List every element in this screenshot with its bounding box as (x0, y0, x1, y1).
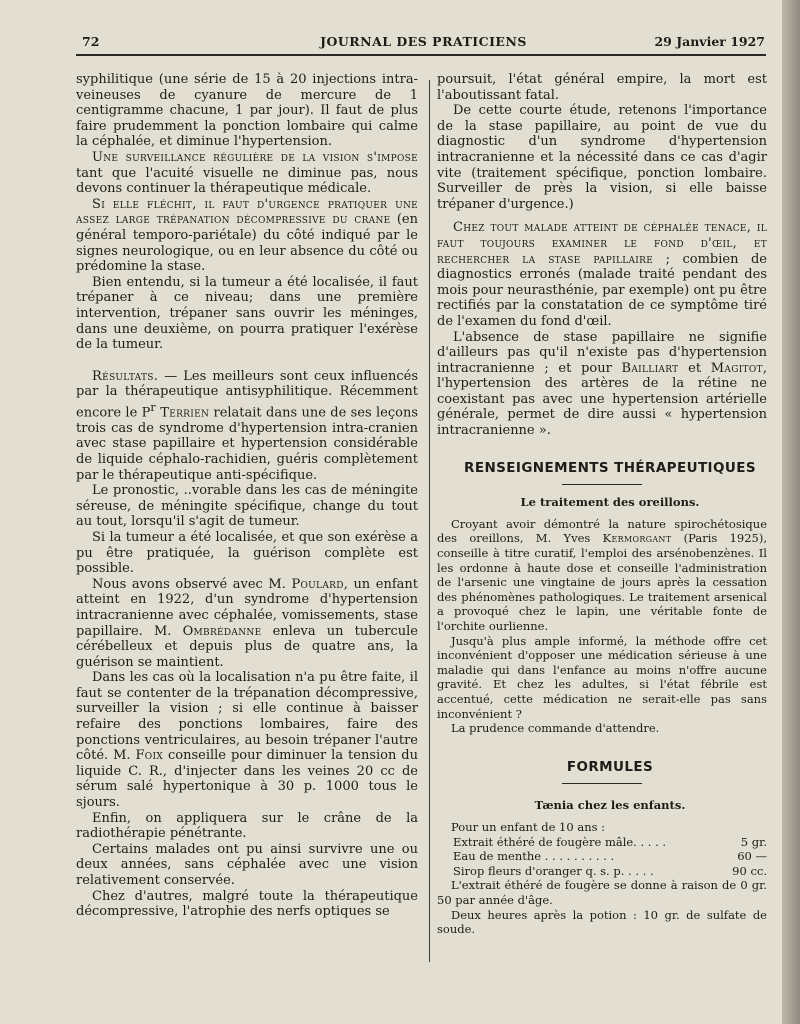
small-caps-text: Une surveillance régulière de la vision s'impose (92, 149, 418, 165)
paragraph: Le pronostic, ..vorable dans les cas de méningite séreuse, de méningite spécifique, change du tout au tout, lorsqu'il s'agit de tumeur. (76, 483, 418, 530)
header-rule (76, 54, 766, 56)
section-title-renseignements: RENSEIGNEMENTS THÉRAPEUTIQUES (464, 459, 756, 476)
author-name: Poulard (291, 576, 344, 592)
right-column (437, 72, 767, 937)
paragraph: poursuit, l'état général empire, la mort est l'aboutissant fatal. (437, 72, 767, 103)
small-caps-text: Si elle fléchit, il faut d'urgence pratiquer une assez large trépanation décompressive du crane (76, 196, 418, 228)
formula-item: Eau de menthe . . . . . . . . . . 60 — (453, 849, 767, 864)
formules-body (437, 820, 767, 937)
section-title-formules: FORMULES (566, 758, 654, 775)
paragraph: Résultats. — Les meilleurs sont ceux influencés par la thérapeutique antisyphilitique. Récemment encore le $P^r$ Terrien relatait dans une de ses leçons trois cas de syndrome d'hypertension intra-cranien avec stase papillaire et hypertension considérable de liquide céphalo-rachidien, guéris complètement par le thérapeutique anti-spécifique. (76, 368, 419, 483)
formula-item: Extrait éthéré de fougère mâle. . . . . 5 gr. (453, 834, 767, 849)
author-name: Terrien (155, 405, 210, 421)
paragraph: Certains malades ont pu ainsi survivre une ou deux années, sans céphalée avec une vision relativement conservée. (76, 841, 418, 889)
paragraph: Croyant avoir démontré la nature spirochétosique des oreillons, M. Yves Kermorgant (Paris 1925), conseille à titre curatif, l'emploi des arsénobenzènes. Il les ordonne à haute dose et conseille l'administration de l'arsenic une vingtaine de jours après la cessation des phénomènes pathologiques. Le traitement arsenical a provoqué chez le lapin, une véritable fonte de l'orchite ourlienne. (437, 516, 767, 633)
paragraph: L'extrait éthéré de fougère se donne à raison de 0 gr. 50 par année d'âge. (437, 878, 767, 907)
page-edge-shadow (782, 0, 800, 1024)
paragraph: Chez d'autres, malgré toute la thérapeutique décompressive, l'atrophie des nerfs optiques se (76, 888, 418, 920)
paragraph: Bien entendu, si la tumeur a été localisée, il faut trépaner à ce niveau; dans une première intervention, trépaner sans ouvrir les méninges, dans une deuxième, on pourra pratiquer l'exérèse de la tumeur. (76, 274, 418, 353)
journal-title: JOURNAL DES PRATICIENS (320, 34, 527, 49)
paragraph: L'absence de stase papillaire ne signifie d'ailleurs pas qu'il n'existe pas d'hypertension intracranienne ; et pour Bailliart et Magitot, l'hypertension des artères de la rétine ne coexistant pas avec une hypertension artérielle générale, permet de dire aussi « hypertension intracranienne ». (437, 329, 767, 439)
paragraph: Si la tumeur a été localisée, et que son exérèse a pu être pratiquée, la guérison complète est possible. (76, 529, 418, 577)
formula-item: Sirop fleurs d'oranger q. s. p. . . . . 90 cc. (453, 863, 767, 878)
author-name: Kermorgant (602, 531, 672, 546)
section-label: Résultats. (92, 368, 159, 384)
author-name: Bailliart (621, 360, 679, 376)
paragraph: Enfin, on appliquera sur le crâne de la radiothérapie pénétrante. (76, 810, 418, 842)
renseignements-body (437, 517, 767, 736)
paragraph: Chez tout malade atteint de céphalée tenace, il faut toujours examiner le fond d'œil, et rechercher la stase papillaire ; combien de diagnostics erronés (malade traité pendant des mois pour neurasthénie, par exemple) ont pu être rectifiés par la constatation de ce symptôme tiré de l'examen du fond d'œil. (437, 220, 767, 329)
column-divider (429, 80, 430, 962)
paragraph: La prudence commande d'attendre. (451, 721, 660, 736)
paragraph: Si elle fléchit, il faut d'urgence pratiquer une assez large trépanation décompressive du crane (en général temporo-pariétale) du côté indiqué par le signes neurologique, ou en leur absence du côté ou prédomine la stase. (76, 196, 418, 275)
paragraph: Une surveillance régulière de la vision s'impose tant que l'acuité visuelle ne diminue pas, nous devons continuer la thérapeutique médicale. (76, 149, 418, 197)
formula-intro: Pour un enfant de 10 ans : (451, 819, 606, 834)
author-name: Foix (135, 748, 164, 764)
article-subtitle: Le traitement des oreillons. (520, 495, 700, 510)
issue-date: 29 Janvier 1927 (654, 34, 765, 49)
paragraph: Deux heures après la potion : 10 gr. de sulfate de soude. (437, 907, 767, 937)
paragraph: Jusqu'à plus ample informé, la méthode offre cet inconvénient d'opposer une médication sérieuse à une maladie qui dans l'enfance au moins n'offre aucune gravité. Et chez les adultes, si l'état fébrile est accentué, cette médication ne serait-elle pas sans inconvénient ? (437, 633, 767, 721)
small-caps-text: Chez tout malade atteint de céphalée tenace, il faut toujours examiner le fond d'œil, et rechercher la stase papillaire (437, 220, 767, 267)
paragraph: De cette courte étude, retenons l'importance de la stase papillaire, au point de vue du diagnostic d'un syndrome d'hypertension intracranienne et la nécessité dans ce cas d'agir vite (traitement spécifique, ponction lombaire. Surveiller de près la vision, si elle baisse trépaner d'urgence.) (437, 103, 767, 212)
paragraph: Nous avons observé avec M. Poulard, un enfant atteint en 1922, d'un syndrome d'hypertension intracranienne avec céphalée, vomissements, stase papillaire. M. Ombrédanne enleva un tubercule cérébelleux et depuis plus de quatre ans, la guérison se maintient. (76, 576, 419, 670)
formula-subtitle: Tænia chez les enfants. (534, 798, 686, 813)
paragraph: Dans les cas où la localisation n'a pu être faite, il faut se contenter de la trépanation décompressive, surveiller la vision ; si elle continue à baisser refaire des ponctions lombaires, faire des ponctions ventriculaires, au besoin trépaner l'autre côté. M. Foix conseille pour diminuer la tension du liquide C. R., d'injecter dans les veines 20 cc de sérum salé hypertonique à 30 p. 1000 tous le sjours. (76, 670, 418, 811)
page-number: 72 (82, 34, 100, 49)
left-column (76, 72, 418, 920)
paragraph: syphilitique (une série de 15 à 20 injections intra-veineuses de cyanure de mercure de 1 centigramme chacune, 1 par jour). Il faut de plus faire prudemment la ponction lombaire qui calme la céphalée, et diminue l'hypertension. (76, 72, 418, 150)
page-header (82, 34, 765, 56)
author-name: Magitot (710, 360, 763, 376)
author-name: Ombrédanne (182, 623, 262, 639)
